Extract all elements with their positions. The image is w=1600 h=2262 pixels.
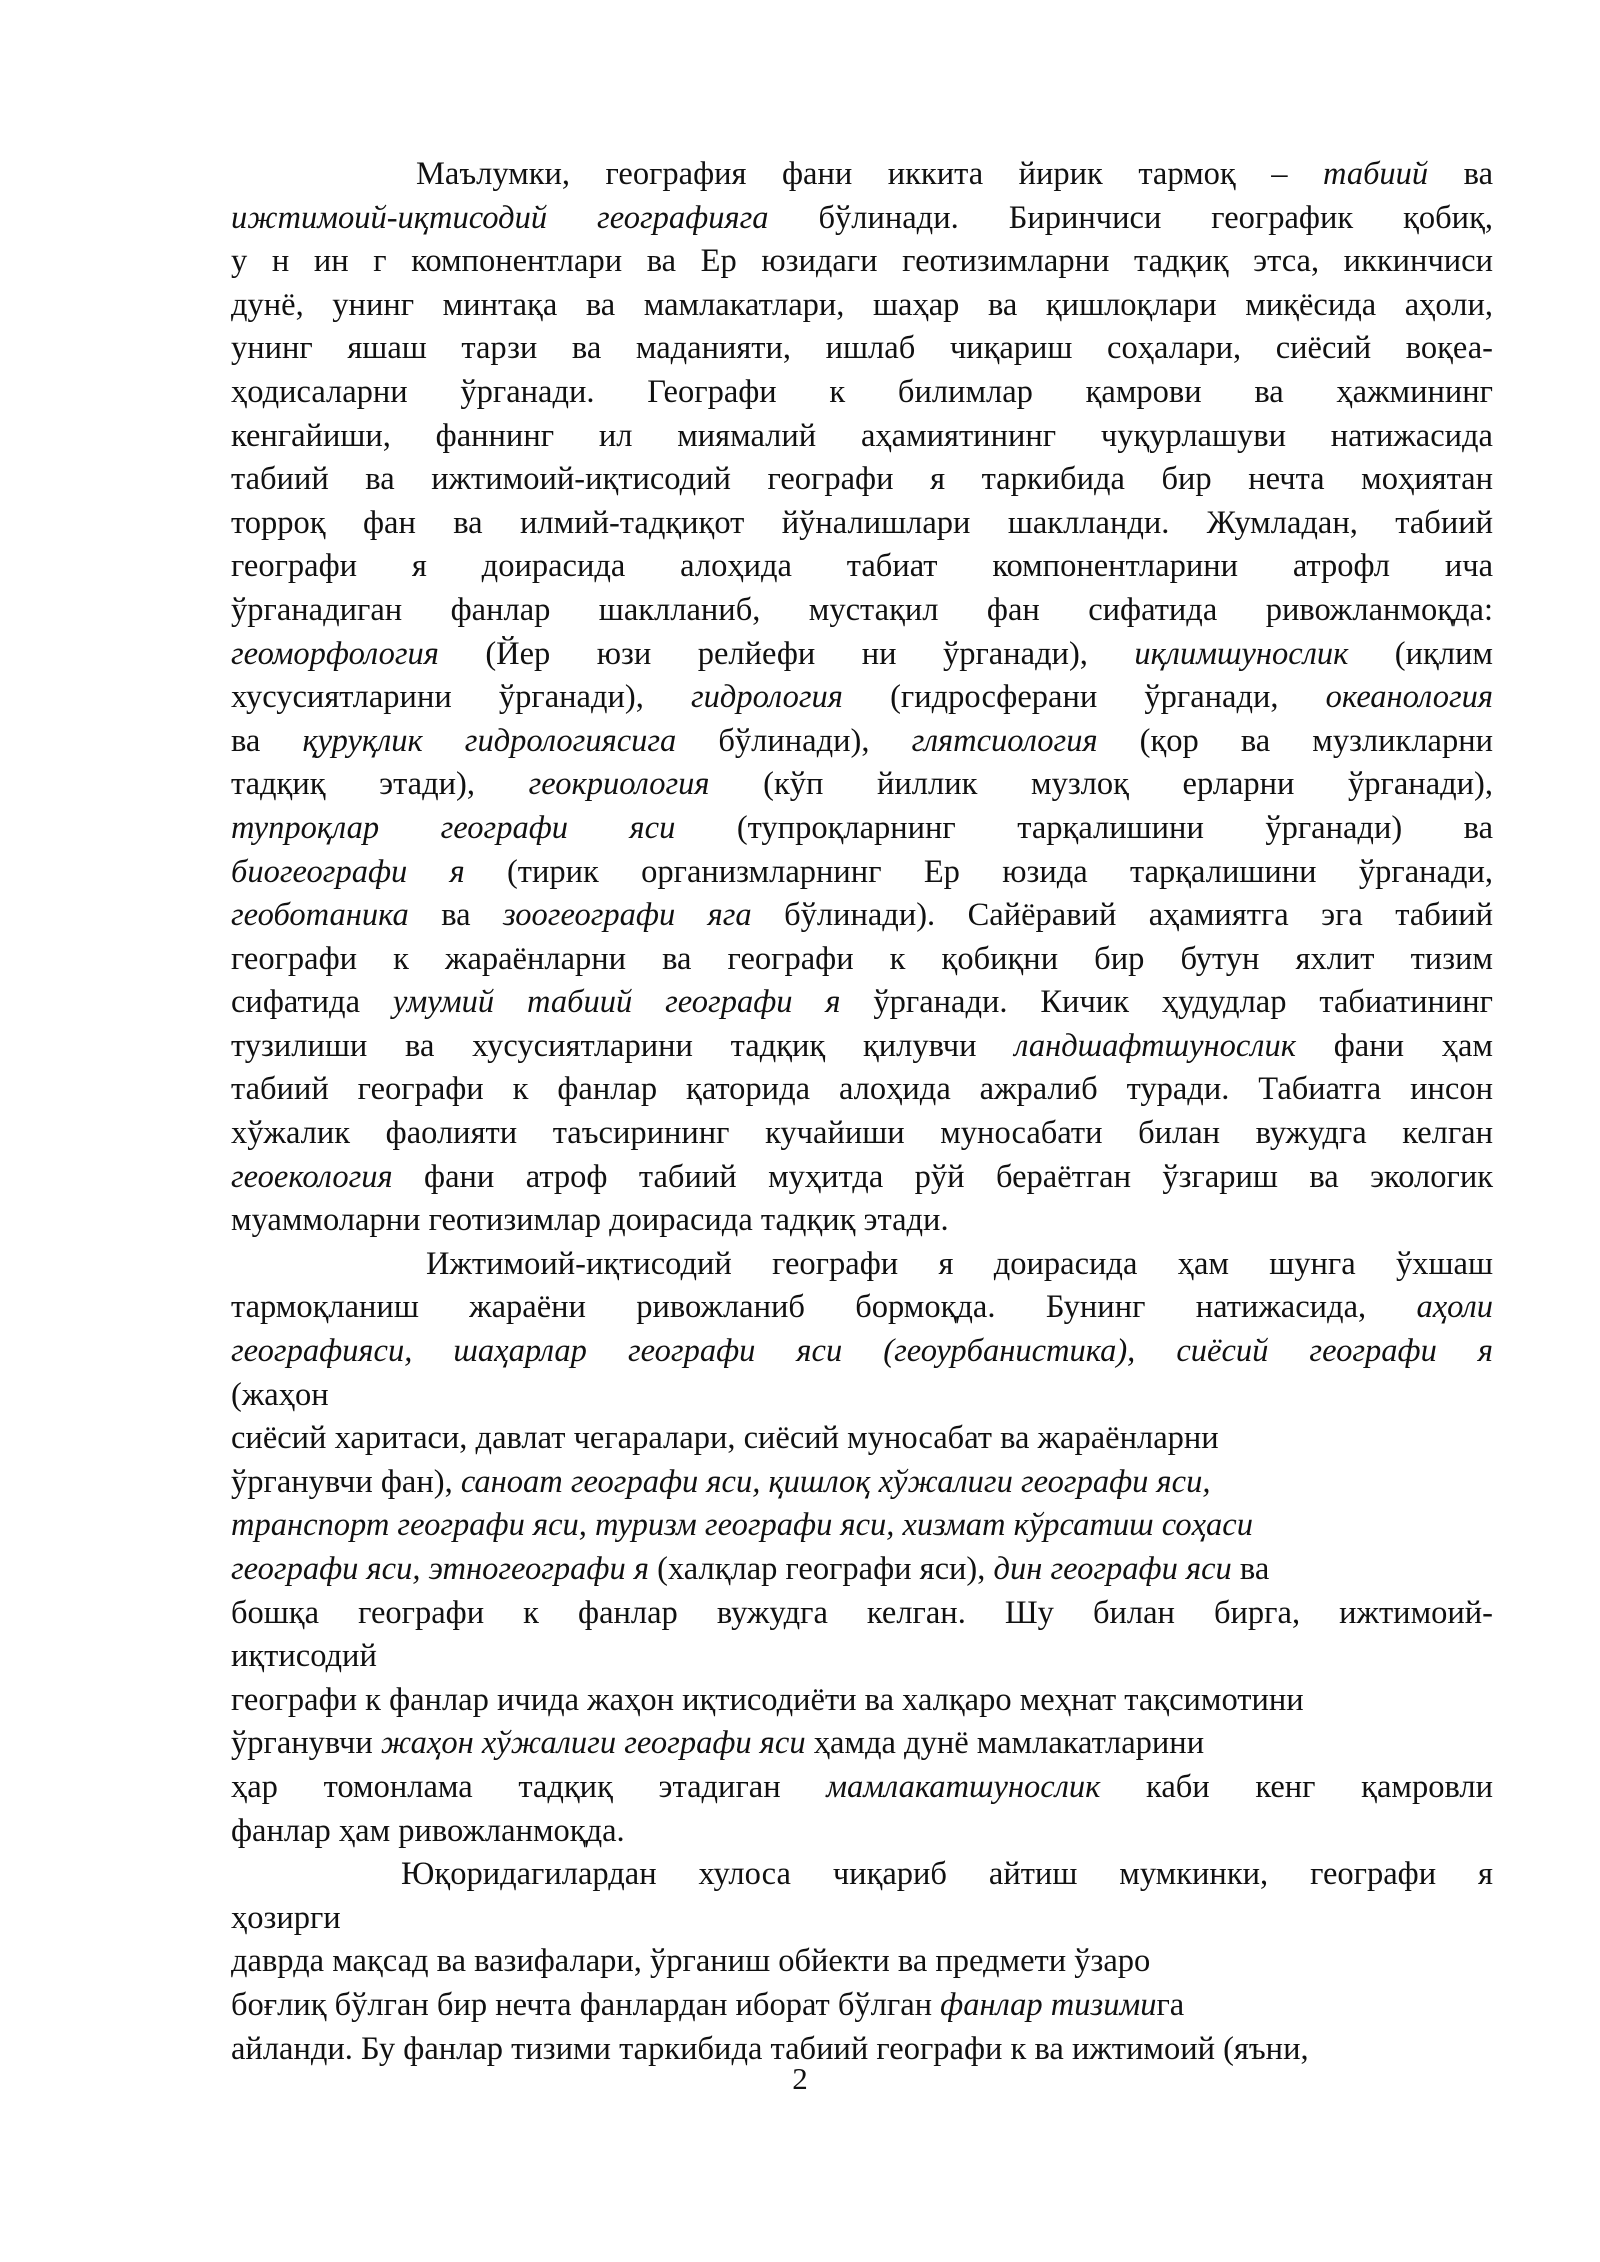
text-segment: табиий географи к фанлар қаторида алоҳида ажралиб туради. Табиатга инсон (231, 1071, 1493, 1108)
text-segment: ўрганувчи (231, 1725, 381, 1762)
text-segment: ҳозирги (231, 1899, 341, 1936)
text-segment: у н ин г компонентлари ва Ер юзидаги геотизимларни тадқиқ этса, иккинчиси (231, 243, 1493, 280)
text-line (231, 458, 1493, 502)
text-segment: (қор ва музликларни (1097, 722, 1493, 759)
text-line (231, 1025, 1493, 1069)
italic-term: глятсиология (911, 722, 1098, 759)
text-segment: кенгайиши, фаннинг ил миямалий аҳамиятининг чуқурлашуви натижасида (231, 417, 1493, 454)
text-segment: фанлар ҳам ривожланмоқда. (231, 1812, 625, 1849)
text-segment: боғлиқ бўлган бир нечта фанлардан иборат бўлган (231, 1986, 941, 2023)
italic-term: умумий табиий географи я (392, 984, 841, 1021)
text-line (231, 197, 1493, 241)
text-segment: бўлинади. Биринчиси географик қобиқ, (768, 199, 1493, 236)
text-segment: (Йер юзи релйефи ни ўрганади), (438, 635, 1135, 672)
text-segment: ҳар томонлама тадқиқ этадиган (231, 1768, 827, 1805)
text-segment: бошқа географи к фанлар вужудга келган. Шу билан бирга, ижтимоий- (231, 1594, 1493, 1631)
text-line (231, 1286, 1493, 1330)
text-line (231, 153, 1493, 197)
text-segment: тармоқланиш жараёни ривожланиб бормоқда. Бунинг натижасида, (231, 1289, 1417, 1326)
text-line (231, 1374, 1493, 1418)
text-line (231, 1112, 1493, 1156)
text-line (231, 1199, 1493, 1243)
text-line (231, 894, 1493, 938)
text-segment: ва (1231, 1551, 1270, 1587)
text-segment: (тирик организмларнинг Ер юзида тарқалишини ўрганади, (464, 853, 1493, 890)
text-line (231, 633, 1493, 677)
text-segment: ва (408, 897, 504, 934)
text-line (231, 1417, 1493, 1461)
text-segment: (халқлар географи яси), (649, 1551, 994, 1587)
italic-term: дин географи яси (993, 1551, 1232, 1587)
italic-term: саноат географи яси, қишлоқ хўжалиги географи яси, (460, 1463, 1211, 1500)
italic-term: гидрология (691, 679, 843, 716)
text-segment: дунё, унинг минтақа ва мамлакатлари, шаҳар ва қишлоқлари миқёсида аҳоли, (231, 286, 1493, 323)
text-segment: тадқиқ этади), (231, 766, 529, 803)
text-line (231, 851, 1493, 895)
text-segment: хусусиятларини ўрганади), (231, 679, 691, 716)
text-segment: Ижтимоий-иқтисодий географи я доирасида ҳам шунга ўхшаш (426, 1245, 1493, 1282)
paragraph (231, 153, 1493, 1243)
italic-term: геоекология (231, 1158, 393, 1195)
text-line (231, 1810, 1493, 1854)
text-segment: табиий ва ижтимоий-иқтисодий географи я таркибида бир нечта моҳиятан (231, 461, 1493, 498)
italic-term: ландшафтшунослик (1014, 1027, 1296, 1064)
text-line (231, 1766, 1493, 1810)
text-segment: ҳамда дунё мамлакатларини (805, 1725, 1205, 1762)
text-segment: бўлинади), (676, 722, 912, 759)
text-line (231, 1068, 1493, 1112)
text-line (231, 807, 1493, 851)
text-line (231, 327, 1493, 371)
text-line (231, 1722, 1493, 1766)
text-segment: ва (231, 722, 303, 759)
italic-term: геоморфология (231, 635, 439, 672)
italic-term: қуруқлик гидрологиясига (302, 722, 677, 759)
text-segment: ўрганувчи фан), (231, 1463, 461, 1500)
text-line (231, 1984, 1493, 2028)
italic-term: табиий (1322, 156, 1429, 192)
text-segment: хўжалик фаолияти таъсирининг кучайиши муносабати билан вужудга келган (231, 1115, 1493, 1152)
text-line (231, 1897, 1493, 1941)
text-segment: (иқлим (1348, 635, 1493, 672)
text-segment: га (1156, 1986, 1185, 2023)
text-line (231, 415, 1493, 459)
text-line (231, 502, 1493, 546)
text-segment: муаммоларни геотизимлар доирасида тадқиқ этади. (231, 1202, 949, 1239)
text-line (231, 1461, 1493, 1505)
italic-term: ижтимоий-иқтисодий географияга (231, 199, 769, 236)
text-segment: торроқ фан ва илмий-тадқиқот йўналишлари шаклланди. Жумладан, табиий (231, 504, 1493, 541)
italic-term: мамлакатшунослик (826, 1768, 1101, 1805)
italic-term: биогеографи я (231, 853, 465, 890)
text-segment: сиёсий харитаси, давлат чегаралари, сиёсий муносабат ва жараёнларни (231, 1420, 1219, 1457)
text-segment: Маълумки, география фани иккита йирик тармоқ – (416, 156, 1323, 192)
italic-term: геоботаника (231, 897, 409, 934)
text-segment: унинг яшаш тарзи ва маданияти, ишлаб чиқариш соҳалари, сиёсий воқеа- (231, 330, 1493, 367)
text-line (231, 720, 1493, 764)
text-segment: ўрганадиган фанлар шаклланиб, мустақил фан сифатида ривожланмоқда: (231, 591, 1493, 628)
text-line (231, 938, 1493, 982)
paragraph (231, 1853, 1493, 2071)
text-line (231, 676, 1493, 720)
text-segment: (тупроқларнинг тарқалишини ўрганади) ва (675, 809, 1494, 846)
italic-term: фанлар тизими (940, 1986, 1157, 2023)
text-segment: тузилиши ва хусусиятларини тадқиқ қилувчи (231, 1027, 1015, 1064)
body-text (231, 153, 1493, 2071)
text-line (231, 240, 1493, 284)
text-segment: географи я доирасида алоҳида табиат компонентларини атрофл ича (231, 548, 1493, 585)
text-segment: айланди. Бу фанлар тизими таркибида табиий географи к ва ижтимоий (яъни, (231, 2030, 1309, 2067)
text-line (231, 545, 1493, 589)
text-segment: ва (1428, 156, 1494, 192)
text-line (231, 1548, 1493, 1592)
text-line (231, 589, 1493, 633)
italic-term: географи яси, этногеографи я (231, 1551, 649, 1587)
text-segment: фани ҳам (1295, 1027, 1493, 1064)
italic-term: тупроқлар географи яси (231, 809, 676, 846)
text-segment: фани атроф табиий муҳитда рўй бераётган ўзгариш ва экологик (392, 1158, 1493, 1195)
text-segment: бўлинади). Сайёравий аҳамиятга эга табиий (751, 897, 1494, 934)
text-segment: географи к фанлар ичида жаҳон иқтисодиёти ва халқаро меҳнат тақсимотини (231, 1681, 1304, 1718)
text-line (231, 1330, 1493, 1374)
text-line (231, 1156, 1493, 1200)
italic-term: транспорт географи яси, туризм географи яси, хизмат кўрсатиш соҳаси (231, 1507, 1253, 1544)
text-line (231, 1243, 1493, 1287)
text-line (231, 1679, 1493, 1723)
text-line (231, 981, 1493, 1025)
text-line (231, 284, 1493, 328)
text-line (231, 371, 1493, 415)
text-line (231, 1635, 1493, 1679)
italic-term: географияси, шаҳарлар географи яси (геоурбанистика), сиёсий географи я (231, 1333, 1493, 1370)
text-segment: иқтисодий (231, 1638, 377, 1675)
text-segment: ҳодисаларни ўрганади. Географи к билимлар қамрови ва ҳажмининг (231, 373, 1493, 410)
text-segment: (кўп йиллик музлоқ ерларни ўрганади), (709, 766, 1493, 803)
text-segment: сифатида (231, 984, 393, 1021)
italic-term: океанология (1325, 679, 1493, 716)
text-segment: Юқоридагилардан хулоса чиқариб айтиш мумкинки, географи я (401, 1856, 1493, 1893)
page-number: 2 (792, 2061, 808, 2096)
text-line (231, 763, 1493, 807)
text-segment: даврда мақсад ва вазифалари, ўрганиш обйекти ва предмети ўзаро (231, 1943, 1151, 1980)
italic-term: аҳоли (1416, 1289, 1493, 1326)
text-line (231, 1592, 1493, 1636)
text-segment: географи к жараёнларни ва географи к қобиқни бир бутун яхлит тизим (231, 940, 1493, 977)
text-segment: (жаҳон (231, 1376, 329, 1413)
text-segment: ўрганади. Кичик ҳудудлар табиатининг (840, 984, 1493, 1021)
text-segment: (гидросферани ўрганади, (842, 679, 1326, 716)
italic-term: зоогеографи яга (503, 897, 752, 934)
italic-term: иқлимшунослик (1134, 635, 1349, 672)
paragraph (231, 1243, 1493, 1853)
text-line (231, 1504, 1493, 1548)
italic-term: жаҳон хўжалиги географи яси (380, 1725, 806, 1762)
italic-term: геокриология (528, 766, 710, 803)
text-line (231, 1853, 1493, 1897)
text-segment: каби кенг қамровли (1100, 1768, 1493, 1805)
text-line (231, 1940, 1493, 1984)
